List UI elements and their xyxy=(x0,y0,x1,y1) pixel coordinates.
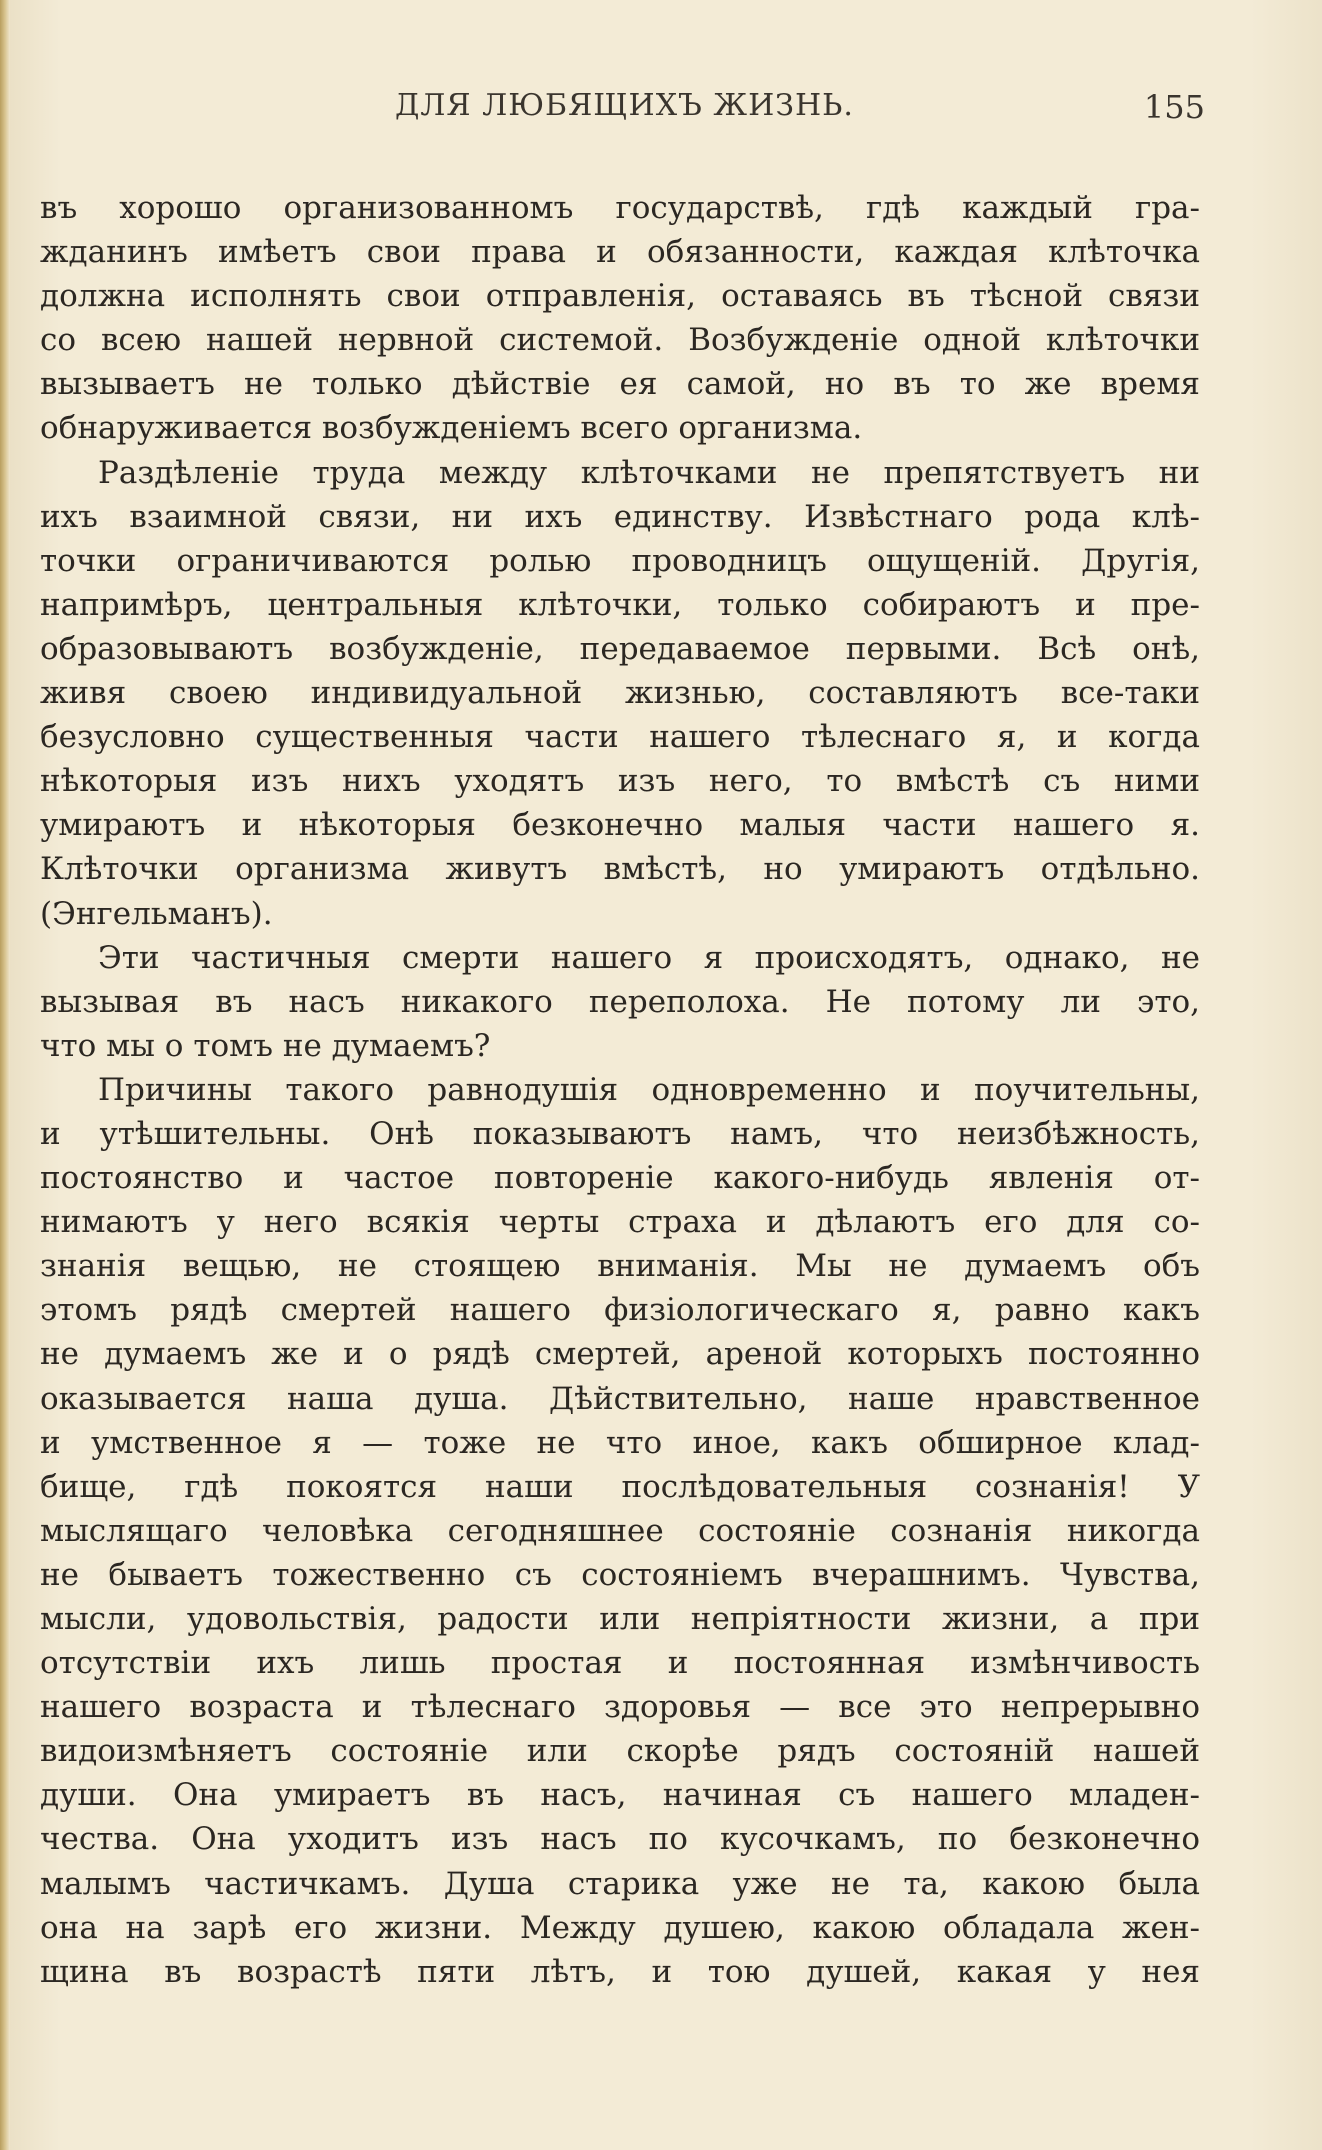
text-line: точки ограничиваются ролью проводницъ ощущеній. Другія, xyxy=(40,542,1200,579)
running-head: ДЛЯ ЛЮБЯЩИХЪ ЖИЗНЬ. xyxy=(395,88,854,123)
text-line: знанія вещью, не стоящею вниманія. Мы не думаемъ объ xyxy=(40,1248,1200,1285)
text-line: мысли, удовольствія, радости или непріятности жизни, а при xyxy=(40,1601,1200,1637)
text-line: нѣкоторыя изъ нихъ уходятъ изъ него, то вмѣстѣ съ ними xyxy=(40,763,1200,800)
text-line: Раздѣленіе труда между клѣточками не препятствуетъ ни xyxy=(98,454,1200,491)
text-line: и умственное я — тоже не что иное, какъ обширное клад- xyxy=(40,1424,1200,1461)
text-line: не думаемъ же и о рядѣ смертей, ареной которыхъ постоянно xyxy=(40,1336,1200,1373)
text-line: Эти частичныя смерти нашего я происходятъ, однако, не xyxy=(98,939,1200,976)
text-line: этомъ рядѣ смертей нашего физіологическаго я, равно какъ xyxy=(40,1292,1200,1329)
text-line: что мы о томъ не думаемъ? xyxy=(40,1027,491,1064)
text-line: обнаруживается возбужденіемъ всего организма. xyxy=(40,410,863,447)
text-line: должна исполнять свои отправленія, оставаясь въ тѣсной связи xyxy=(40,278,1200,315)
text-line: напримѣръ, центральныя клѣточки, только собираютъ и пре- xyxy=(40,586,1200,623)
text-line: щина въ возрастѣ пяти лѣтъ, и тою душей, какая у нея xyxy=(40,1953,1200,1990)
text-line: вызывая въ насъ никакого переполоха. Не потому ли это, xyxy=(40,983,1200,1020)
text-line: умираютъ и нѣкоторыя безконечно малыя части нашего я. xyxy=(40,807,1200,844)
text-line: живя своею индивидуальной жизнью, составляютъ все-таки xyxy=(40,675,1200,712)
text-line: ихъ взаимной связи, ни ихъ единству. Извѣстнаго рода клѣ- xyxy=(40,498,1200,535)
text-line: бище, гдѣ покоятся наши послѣдовательныя сознанія! У xyxy=(40,1468,1200,1505)
text-line: образовываютъ возбужденіе, передаваемое первыми. Всѣ онѣ, xyxy=(40,630,1200,667)
text-line: безусловно существенныя части нашего тѣлеснаго я, и когда xyxy=(40,719,1200,756)
text-line: отсутствіи ихъ лишь простая и постоянная измѣнчивость xyxy=(40,1645,1200,1682)
text-line: нимаютъ у него всякія черты страха и дѣлаютъ его для со- xyxy=(40,1204,1200,1241)
text-line: чества. Она уходитъ изъ насъ по кусочкамъ, по безконечно xyxy=(40,1821,1200,1858)
text-line: души. Она умираетъ въ насъ, начиная съ нашего младен- xyxy=(40,1777,1200,1814)
text-line: оказывается наша душа. Дѣйствительно, наше нравственное xyxy=(40,1380,1200,1417)
page-number: 155 xyxy=(1143,88,1205,126)
text-line: жданинъ имѣетъ свои права и обязанности, каждая клѣточка xyxy=(40,234,1200,271)
text-line: со всею нашей нервной системой. Возбужденіе одной клѣточки xyxy=(40,322,1200,359)
text-line: Причины такого равнодушія одновременно и поучительны, xyxy=(98,1071,1200,1108)
text-line: не бываетъ тожественно съ состояніемъ вчерашнимъ. Чувства, xyxy=(40,1556,1200,1593)
text-line: она на зарѣ его жизни. Между душею, какою обладала жен- xyxy=(40,1909,1200,1946)
text-line: Клѣточки организма живутъ вмѣстѣ, но умираютъ отдѣльно. xyxy=(40,851,1200,888)
text-line: мыслящаго человѣка сегодняшнее состояніе сознанія никогда xyxy=(40,1512,1200,1549)
body-text xyxy=(40,186,1200,1994)
text-line: вызываетъ не только дѣйствіе ея самой, но въ то же время xyxy=(40,366,1200,403)
text-line: малымъ частичкамъ. Душа старика уже не та, какою была xyxy=(40,1865,1200,1902)
page-header xyxy=(40,88,1205,128)
text-line: нашего возраста и тѣлеснаго здоровья — все это непрерывно xyxy=(40,1689,1200,1726)
text-line: (Энгельманъ). xyxy=(40,895,273,932)
text-line: и утѣшительны. Онѣ показываютъ намъ, что неизбѣжность, xyxy=(40,1115,1200,1152)
page-binding-edge xyxy=(0,0,10,2150)
text-line: видоизмѣняетъ состояніе или скорѣе рядъ состояній нашей xyxy=(40,1733,1200,1770)
text-line: постоянство и частое повтореніе какого-нибудь явленія от- xyxy=(40,1160,1200,1197)
text-line: въ хорошо организованномъ государствѣ, гдѣ каждый гра- xyxy=(40,190,1200,226)
